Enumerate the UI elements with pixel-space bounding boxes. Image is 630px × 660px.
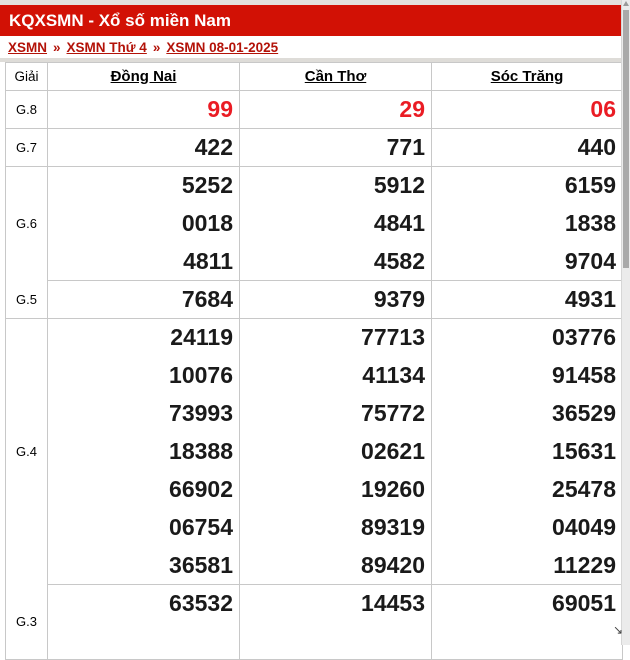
result-number: 89319	[240, 509, 432, 547]
prize-label: G.6	[6, 167, 48, 281]
result-number: 14453	[240, 585, 432, 660]
result-row	[6, 585, 623, 660]
result-row	[6, 243, 623, 281]
result-number: 4931	[432, 281, 623, 319]
result-row	[6, 547, 623, 585]
result-number: 41134	[240, 357, 432, 395]
breadcrumb-separator: »	[152, 39, 161, 55]
province-header-cell	[48, 63, 240, 91]
result-row	[6, 129, 623, 167]
scrollbar-track[interactable]	[621, 0, 630, 645]
result-number: 66902	[48, 471, 240, 509]
result-number: 69051	[432, 585, 623, 660]
province-link-soc-trang[interactable]: Sóc Trăng	[490, 67, 564, 85]
breadcrumb	[0, 36, 622, 58]
result-number: 02621	[240, 433, 432, 471]
result-number: 06754	[48, 509, 240, 547]
prize-label: G.5	[6, 281, 48, 319]
breadcrumb-link-xsmn-thu-4[interactable]: XSMN Thứ 4	[66, 39, 147, 55]
scrollbar-thumb[interactable]	[623, 10, 629, 268]
result-number: 15631	[432, 433, 623, 471]
result-row	[6, 205, 623, 243]
result-number: 771	[240, 129, 432, 167]
result-number: 36581	[48, 547, 240, 585]
result-number: 10076	[48, 357, 240, 395]
results-body	[6, 91, 623, 660]
result-row	[6, 509, 623, 547]
result-number: 7684	[48, 281, 240, 319]
result-number: 06	[432, 91, 623, 129]
result-number: 36529	[432, 395, 623, 433]
result-number: 77713	[240, 319, 432, 357]
result-number: 11229	[432, 547, 623, 585]
province-header-cell	[240, 63, 432, 91]
result-number: 63532	[48, 585, 240, 660]
result-number: 9704	[432, 243, 623, 281]
prize-label: G.8	[6, 91, 48, 129]
prize-label: G.7	[6, 129, 48, 167]
result-number: 25478	[432, 471, 623, 509]
prize-column-header: Giải	[6, 63, 48, 91]
scroll-down-icon: ↘	[612, 623, 623, 637]
result-number: 29	[240, 91, 432, 129]
breadcrumb-link-xsmn-date[interactable]: XSMN 08-01-2025	[166, 39, 279, 55]
results-table	[5, 62, 623, 660]
result-number: 4582	[240, 243, 432, 281]
result-number: 5912	[240, 167, 432, 205]
result-number: 03776	[432, 319, 623, 357]
page-title: KQXSMN - Xổ số miền Nam	[9, 11, 231, 30]
title-bar	[0, 5, 622, 36]
province-link-can-tho[interactable]: Cần Thơ	[304, 67, 367, 85]
prize-label: G.3	[6, 585, 48, 660]
result-row	[6, 357, 623, 395]
result-number: 9379	[240, 281, 432, 319]
result-row	[6, 319, 623, 357]
breadcrumb-link-xsmn[interactable]: XSMN	[8, 39, 48, 55]
breadcrumb-separator: »	[53, 39, 61, 55]
province-link-dong-nai[interactable]: Đồng Nai	[110, 67, 177, 85]
result-number: 75772	[240, 395, 432, 433]
result-number: 99	[48, 91, 240, 129]
prize-label: G.4	[6, 319, 48, 585]
result-row	[6, 471, 623, 509]
result-number: 1838	[432, 205, 623, 243]
result-number: 0018	[48, 205, 240, 243]
result-number: 440	[432, 129, 623, 167]
result-number: 4841	[240, 205, 432, 243]
result-number: 19260	[240, 471, 432, 509]
result-number: 91458	[432, 357, 623, 395]
result-number: 5252	[48, 167, 240, 205]
result-number: 04049	[432, 509, 623, 547]
result-number: 73993	[48, 395, 240, 433]
result-row	[6, 281, 623, 319]
result-row	[6, 91, 623, 129]
result-row	[6, 167, 623, 205]
result-row	[6, 395, 623, 433]
scroll-up-icon[interactable]	[623, 1, 629, 6]
result-number: 18388	[48, 433, 240, 471]
results-header-row	[6, 63, 623, 91]
result-number: 4811	[48, 243, 240, 281]
result-number: 422	[48, 129, 240, 167]
province-header-cell	[432, 63, 623, 91]
result-row	[6, 433, 623, 471]
result-number: 6159	[432, 167, 623, 205]
result-number: 24119	[48, 319, 240, 357]
result-number: 89420	[240, 547, 432, 585]
